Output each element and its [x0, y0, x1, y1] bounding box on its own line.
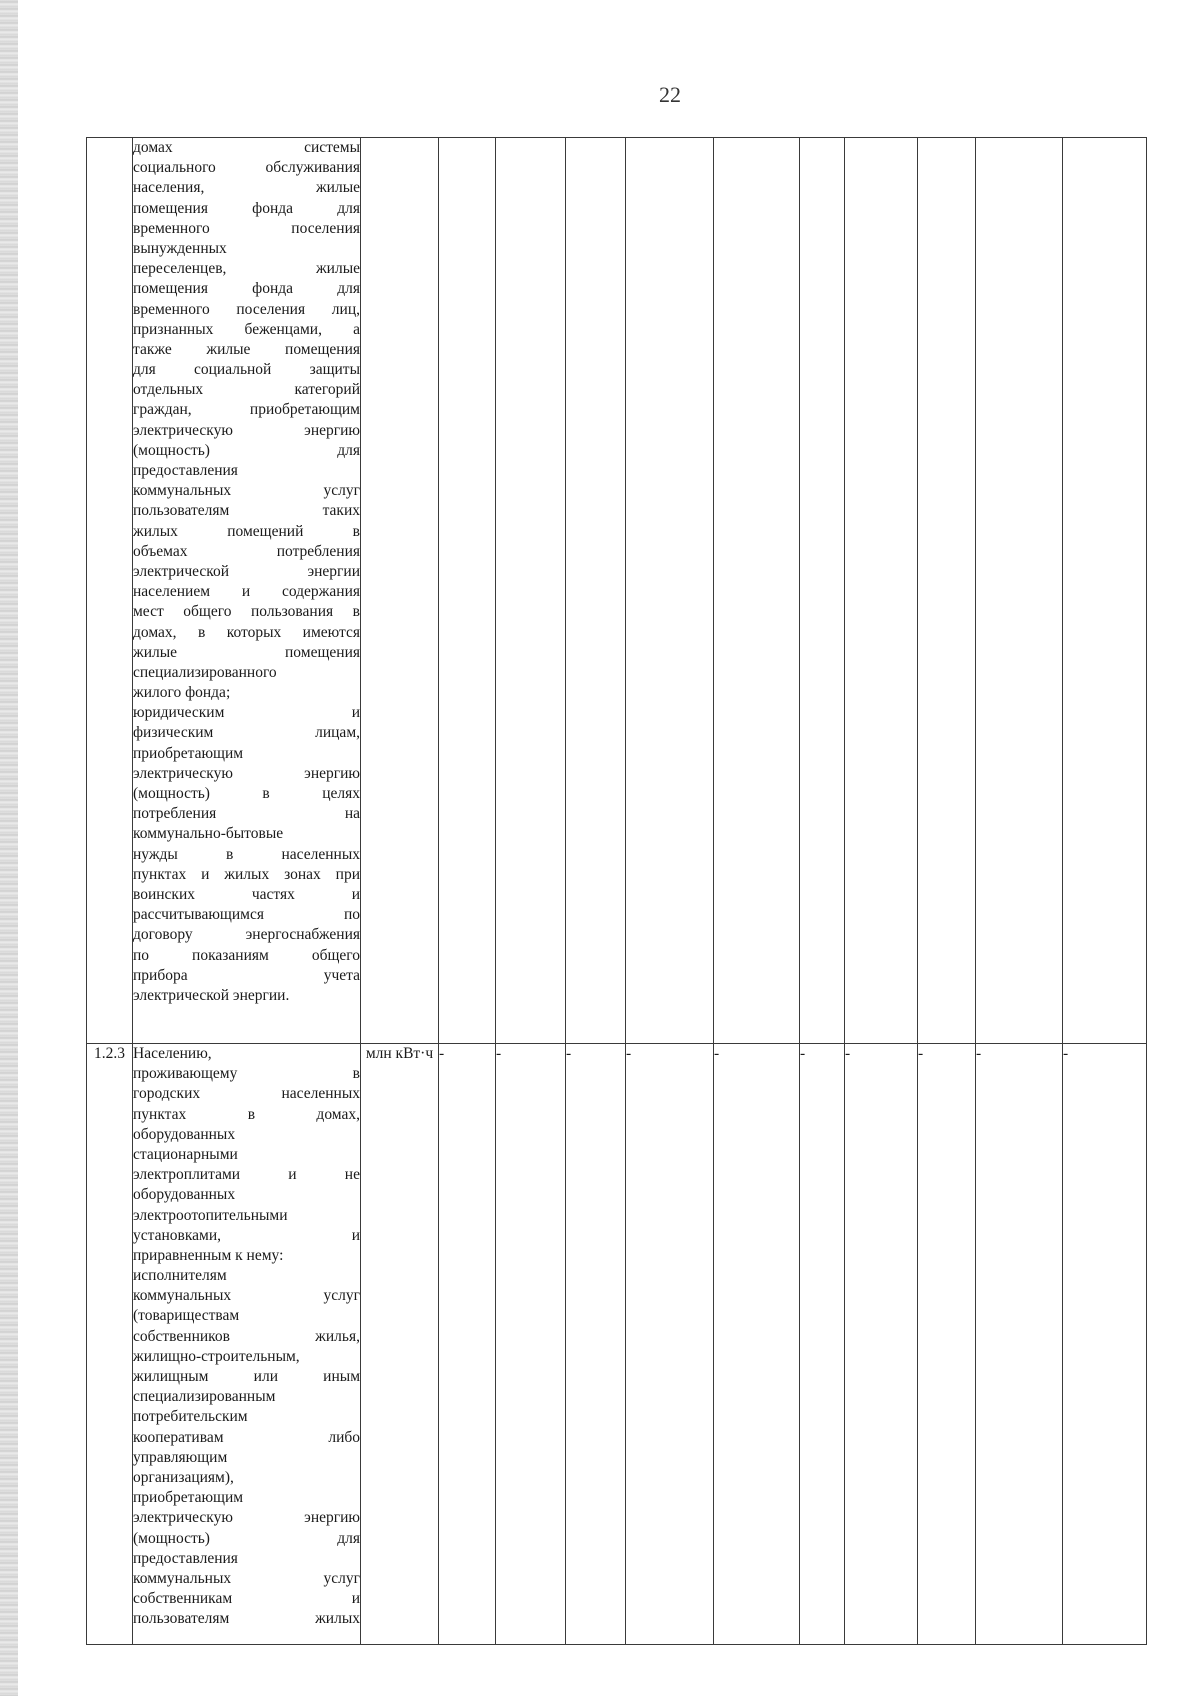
description-line: электроотопительными: [133, 1206, 288, 1224]
description-line: рассчитывающимся по: [133, 906, 360, 924]
description-line: воинских частях и: [133, 885, 360, 903]
description-line: нужды в населенных: [133, 845, 360, 863]
row-number: [87, 138, 133, 1044]
description-line: домах, в которых имеются: [133, 623, 360, 641]
description-line: приобретающим: [133, 744, 244, 762]
description-line: пунктах и жилых зонах при: [133, 865, 360, 883]
description-line: электрической энергии.: [133, 986, 290, 1004]
value-cell: -: [976, 1044, 1063, 1645]
value-cell: [566, 138, 626, 1044]
description-line: переселенцев, жилые: [133, 260, 360, 278]
value-cell: -: [918, 1044, 976, 1645]
description-line: прибора учета: [133, 966, 360, 984]
value-cell: -: [626, 1044, 714, 1645]
description-line: коммунальных услуг: [133, 1287, 360, 1305]
description-line: электрическую энергию: [133, 1509, 360, 1527]
description-line: пользователям таких: [133, 502, 360, 520]
value-cell: [976, 138, 1063, 1044]
description-line: собственникам и: [133, 1590, 360, 1608]
description-line: организациям),: [133, 1468, 234, 1486]
description-line: граждан, приобретающим: [133, 401, 360, 419]
table-row: [87, 1044, 1147, 1645]
row-description: [133, 1044, 361, 1645]
description-line: помещения фонда для: [133, 199, 360, 217]
description-line: признанных беженцами, а: [133, 320, 360, 338]
description-line: физическим лицам,: [133, 724, 360, 742]
value-cell: -: [439, 1044, 496, 1645]
value-cell: [714, 138, 800, 1044]
value-cell: [918, 138, 976, 1044]
description-line: проживающему в: [133, 1065, 360, 1083]
description-line: специализированного: [133, 663, 277, 681]
value-cell: -: [1063, 1044, 1147, 1645]
description-line: социального обслуживания: [133, 159, 360, 177]
description-line: электрической энергии: [133, 562, 360, 580]
unit-cell: [361, 138, 439, 1044]
description-line: исполнителям: [133, 1267, 227, 1285]
value-cell: [1063, 138, 1147, 1044]
description-line: отдельных категорий: [133, 381, 360, 399]
value-cell: [800, 138, 845, 1044]
description-line: (товариществам: [133, 1307, 240, 1325]
description-line: коммунальных услуг: [133, 482, 360, 500]
description-line: электроплитами и не: [133, 1166, 360, 1184]
description-line: коммунально-бытовые: [133, 825, 284, 843]
description-line: Населению,: [133, 1045, 212, 1062]
description-line: жилых помещений в: [133, 522, 360, 540]
value-cell: -: [800, 1044, 845, 1645]
description-line: жилого фонда;: [133, 684, 231, 702]
description-line: мест общего пользования в: [133, 603, 360, 621]
description-line: объемах потребления: [133, 542, 360, 560]
description-line: (мощность) для: [133, 441, 360, 459]
description-line: жилые помещения: [133, 643, 360, 661]
value-cell: [626, 138, 714, 1044]
description-line: оборудованных: [133, 1186, 236, 1204]
description-line: коммунальных услуг: [133, 1569, 360, 1587]
description-line: договору энергоснабжения: [133, 926, 360, 944]
description-line: городских населенных: [133, 1085, 360, 1103]
description-line: пользователям жилых: [133, 1610, 360, 1628]
value-cell: -: [566, 1044, 626, 1645]
description-line: кооперативам либо: [133, 1428, 360, 1446]
description-line: (мощность) в целях: [133, 785, 360, 802]
description-line: предоставления: [133, 1549, 238, 1567]
value-cell: [439, 138, 496, 1044]
description-line: установками, и: [133, 1226, 360, 1244]
description-line: стационарными: [133, 1145, 238, 1163]
description-line: домах системы: [133, 139, 360, 156]
unit-cell: млн кВт·ч: [361, 1044, 439, 1645]
description-line: временного поселения: [133, 219, 360, 237]
description-line: по показаниям общего: [133, 946, 360, 964]
description-line: собственников жилья,: [133, 1327, 360, 1345]
description-line: (мощность) для: [133, 1529, 360, 1547]
description-line: управляющим: [133, 1448, 228, 1466]
description-line: населения, жилые: [133, 179, 360, 197]
description-line: оборудованных: [133, 1125, 236, 1143]
value-cell: -: [845, 1044, 918, 1645]
description-line: также жилые помещения: [133, 340, 360, 358]
description-line: потребления на: [133, 805, 360, 823]
description-line: потребительским: [133, 1408, 248, 1426]
description-line: вынужденных: [133, 239, 227, 257]
description-line: приобретающим: [133, 1489, 244, 1507]
description-line: для социальной защиты: [133, 361, 360, 379]
value-cell: -: [714, 1044, 800, 1645]
description-line: электрическую энергию: [133, 421, 360, 439]
description-line: населением и содержания: [133, 583, 360, 601]
value-cell: [845, 138, 918, 1044]
description-line: временного поселения лиц,: [133, 300, 360, 318]
description-line: приравненным к нему:: [133, 1246, 284, 1264]
table-row: [87, 138, 1147, 1044]
value-cell: -: [496, 1044, 566, 1645]
scan-edge-artifact: [0, 0, 18, 1696]
value-cell: [496, 138, 566, 1044]
row-description: [133, 138, 361, 1044]
description-line: жилищным или иным: [133, 1368, 360, 1385]
description-line: помещения фонда для: [133, 280, 360, 298]
page-number: 22: [659, 82, 681, 107]
description-line: жилищно-строительным,: [133, 1347, 300, 1365]
description-line: пунктах в домах,: [133, 1105, 360, 1123]
row-number: 1.2.3: [87, 1044, 133, 1645]
description-line: электрическую энергию: [133, 764, 360, 782]
description-line: предоставления: [133, 462, 238, 479]
description-line: юридическим и: [133, 704, 360, 722]
description-line: специализированным: [133, 1388, 276, 1406]
tariff-table: [86, 137, 1147, 1645]
